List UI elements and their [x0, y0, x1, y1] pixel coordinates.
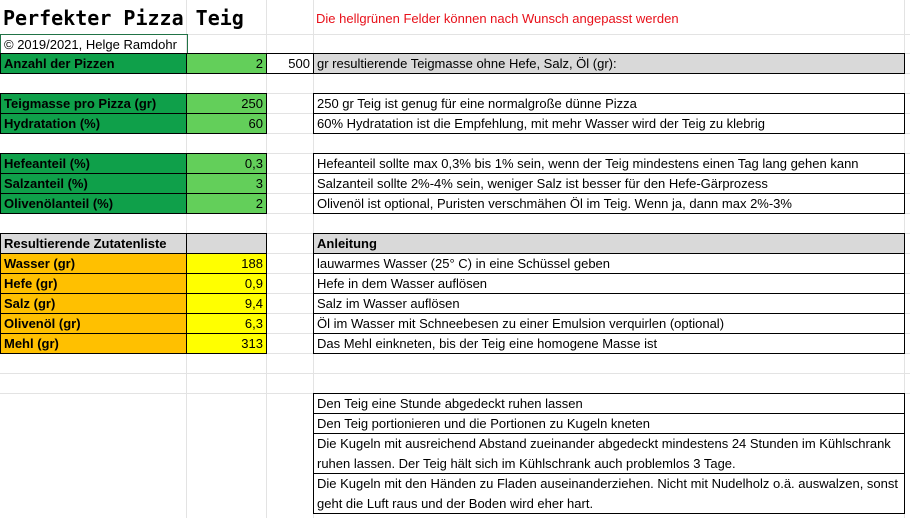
instruction-step: Salz im Wasser auflösen	[313, 293, 905, 314]
note-text: Die hellgrünen Felder können nach Wunsch angepasst werden	[316, 10, 679, 26]
ingredient-salt-label: Salz (gr)	[0, 293, 187, 314]
oil-desc: Olivenöl ist optional, Puristen verschmähen Öl im Teig. Wenn ja, dann max 2%-3%	[313, 193, 905, 214]
dough-per-pizza-input[interactable]: 250	[186, 93, 267, 114]
ingredient-yeast-value: 0,9	[186, 273, 267, 294]
ingredient-oil-label: Olivenöl (gr)	[0, 313, 187, 334]
salt-desc: Salzanteil sollte 2%-4% sein, weniger Salz ist besser für den Hefe-Gärprozess	[313, 173, 905, 194]
yeast-desc: Hefeanteil sollte max 0,3% bis 1% sein, wenn der Teig mindestens einen Tag lang gehen kann	[313, 153, 905, 174]
ingredient-salt-value: 9,4	[186, 293, 267, 314]
salt-input[interactable]: 3	[186, 173, 267, 194]
yeast-input[interactable]: 0,3	[186, 153, 267, 174]
ingredient-flour-label: Mehl (gr)	[0, 333, 187, 354]
ingredients-header: Resultierende Zutatenliste	[0, 233, 187, 254]
hydration-desc: 60% Hydratation ist die Empfehlung, mit mehr Wasser wird der Teig zu klebrig	[313, 113, 905, 134]
instruction-step: Die Kugeln mit ausreichend Abstand zueinander abgedeckt mindestens 24 Stunden im Kühlschrank ruhen lassen. Der Teig hält sich im Kühlschrank auch problemlos 3 Tage.	[313, 433, 905, 474]
ingredient-yeast-label: Hefe (gr)	[0, 273, 187, 294]
sheet-title: Perfekter Pizza Teig	[3, 6, 244, 30]
ingredient-oil-value: 6,3	[186, 313, 267, 334]
ingredient-water-label: Wasser (gr)	[0, 253, 187, 274]
ingredient-water-value: 188	[186, 253, 267, 274]
copyright-cell[interactable]: © 2019/2021, Helge Ramdohr	[0, 34, 188, 55]
instruction-step: Hefe in dem Wasser auflösen	[313, 273, 905, 294]
instruction-step: Den Teig portionieren und die Portionen zu Kugeln kneten	[313, 413, 905, 434]
hydration-input[interactable]: 60	[186, 113, 267, 134]
instruction-step: Die Kugeln mit den Händen zu Fladen auseinanderziehen. Nicht mit Nudelholz o.ä. auswalzen, sonst geht die Luft raus und der Boden wird eher hart.	[313, 473, 905, 514]
instructions-header: Anleitung	[313, 233, 905, 254]
total-dough-desc: gr resultierende Teigmasse ohne Hefe, Salz, Öl (gr):	[313, 53, 905, 74]
instruction-step: lauwarmes Wasser (25° C) in eine Schüssel geben	[313, 253, 905, 274]
oil-label: Olivenölanteil (%)	[0, 193, 187, 214]
instruction-step: Den Teig eine Stunde abgedeckt ruhen lassen	[313, 393, 905, 414]
total-dough-cell: 500	[266, 53, 314, 74]
ingredients-header-value	[186, 233, 267, 254]
salt-label: Salzanteil (%)	[0, 173, 187, 194]
oil-input[interactable]: 2	[186, 193, 267, 214]
pizzas-label: Anzahl der Pizzen	[0, 53, 187, 74]
yeast-label: Hefeanteil (%)	[0, 153, 187, 174]
instruction-step: Das Mehl einkneten, bis der Teig eine homogene Masse ist	[313, 333, 905, 354]
ingredient-flour-value: 313	[186, 333, 267, 354]
pizzas-input[interactable]: 2	[186, 53, 267, 74]
hydration-label: Hydratation (%)	[0, 113, 187, 134]
instruction-step: Öl im Wasser mit Schneebesen zu einer Emulsion verquirlen (optional)	[313, 313, 905, 334]
gridline	[0, 373, 910, 374]
dough-per-pizza-desc: 250 gr Teig ist genug für eine normalgroße dünne Pizza	[313, 93, 905, 114]
dough-per-pizza-label: Teigmasse pro Pizza (gr)	[0, 93, 187, 114]
